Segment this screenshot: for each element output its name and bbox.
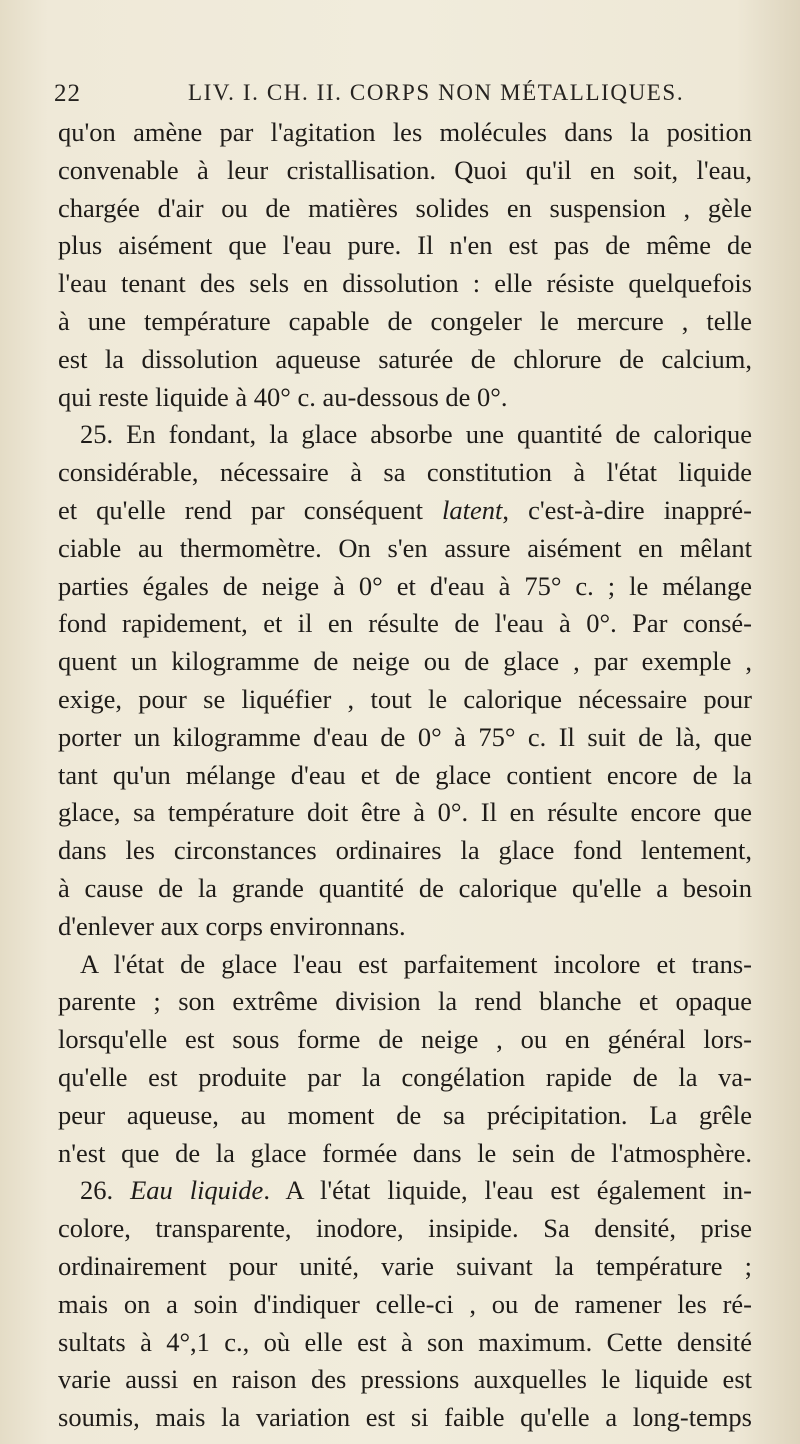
text-line: tant qu'un mélange d'eau et de glace contient encore de la — [58, 759, 752, 790]
text-line: ciable au thermomètre. On s'en assure aisément en mêlant — [58, 532, 752, 563]
text-line: parties égales de neige à 0° et d'eau à 75° c. ; le mélange — [58, 570, 752, 601]
text-line: porter un kilogramme d'eau de 0° à 75° c. Il suit de là, que — [58, 721, 752, 752]
italic-term: latent — [442, 494, 503, 525]
text-line: chargée d'air ou de matières solides en suspension , gèle — [58, 192, 752, 223]
text-line: l'eau tenant des sels en dissolution : elle résiste quelquefois — [58, 268, 752, 299]
text-line: qui reste liquide à 40° c. au-dessous de 0°. — [58, 381, 508, 412]
page-number: 22 — [54, 80, 81, 107]
text-line: exige, pour se liquéfier , tout le calorique nécessaire pour — [58, 683, 752, 714]
body-text — [58, 114, 752, 1437]
text-line: et qu'elle rend par conséquent latent, c'est-à-dire inappré- — [58, 494, 752, 525]
text-line: qu'elle est produite par la congélation rapide de la va- — [58, 1061, 752, 1092]
text-line: varie aussi en raison des pressions auxquelles le liquide est — [58, 1364, 752, 1395]
text-line: colore, transparente, inodore, insipide. Sa densité, prise — [58, 1213, 752, 1244]
text-line: quent un kilogramme de neige ou de glace , par exemple , — [58, 646, 752, 677]
text-line: peur aqueuse, au moment de sa précipitation. La grêle — [58, 1099, 752, 1130]
text-line: fond rapidement, et il en résulte de l'eau à 0°. Par consé- — [58, 608, 752, 639]
text-line: dans les circonstances ordinaires la glace fond lentement, — [58, 835, 752, 866]
text-line: d'enlever aux corps environnans. — [58, 910, 406, 941]
italic-heading: Eau liquide — [130, 1175, 264, 1206]
text-line: lorsqu'elle est sous forme de neige , ou en général lors- — [58, 1024, 752, 1055]
text-line: est la dissolution aqueuse saturée de chlorure de calcium, — [58, 343, 752, 374]
text-line: soumis, mais la variation est si faible qu'elle a long-temps — [58, 1402, 752, 1433]
page-header — [54, 80, 754, 116]
text-line: glace, sa température doit être à 0°. Il en résulte encore que — [58, 797, 752, 828]
paragraph-start: A l'état de glace l'eau est parfaitement incolore et trans- — [80, 948, 752, 979]
text-line: parente ; son extrême division la rend blanche et opaque — [58, 986, 752, 1017]
text-line: à cause de la grande quantité de calorique qu'elle a besoin — [58, 872, 752, 903]
text-line: sultats à 4°,1 c., où elle est à son maximum. Cette densité — [58, 1326, 752, 1357]
text-line: qu'on amène par l'agitation les molécules dans la position — [58, 117, 752, 147]
text-line: convenable à leur cristallisation. Quoi qu'il en soit, l'eau, — [58, 154, 752, 185]
text-line: à une température capable de congeler le mercure , telle — [58, 305, 752, 336]
running-head: LIV. I. CH. II. CORPS NON MÉTALLIQUES. — [188, 80, 685, 105]
paragraph-26-start: 26. Eau liquide. A l'état liquide, l'eau est également in- — [80, 1175, 753, 1206]
text-line: plus aisément que l'eau pure. Il n'en est pas de même de — [58, 230, 752, 261]
text-line: n'est que de la glace formée dans le sein de l'atmosphère. — [58, 1137, 752, 1168]
text-line: mais on a soin d'indiquer celle-ci , ou de ramener les ré- — [58, 1288, 752, 1319]
text-line: considérable, nécessaire à sa constitution à l'état liquide — [58, 457, 752, 488]
text-line: ordinairement pour unité, varie suivant la température ; — [58, 1250, 752, 1281]
paragraph-25-start: 25. En fondant, la glace absorbe une quantité de calorique — [80, 419, 752, 450]
